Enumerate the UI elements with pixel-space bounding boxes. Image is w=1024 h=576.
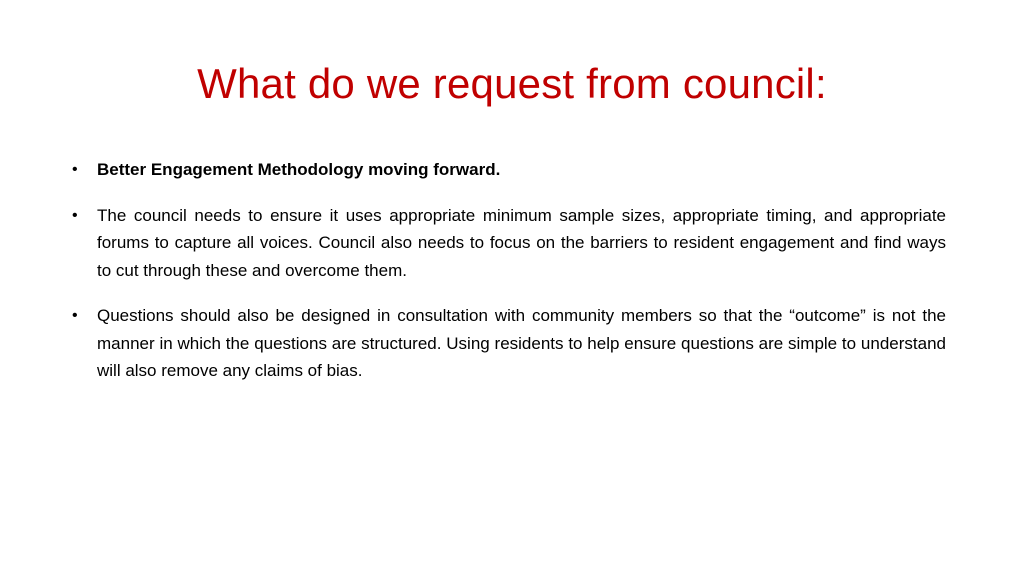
bullet-dot-icon: • bbox=[72, 206, 78, 224]
bullet-dot-icon: • bbox=[72, 307, 78, 324]
bullet-item bbox=[72, 302, 946, 385]
bullet-item bbox=[72, 156, 946, 184]
bullet-list bbox=[72, 156, 946, 403]
bullet-text: The council needs to ensure it uses appropriate minimum sample sizes, appropriate timing, and appropriate forums to capture all voices. Council also needs to focus on the barriers to resident engagement and find ways to cut through these and overcome them. bbox=[97, 205, 946, 280]
bullet-text: Better Engagement Methodology moving forward. bbox=[97, 160, 501, 179]
slide-title: What do we request from council: bbox=[197, 60, 827, 107]
bullet-dot-icon: • bbox=[72, 161, 78, 178]
bullet-item bbox=[72, 202, 946, 285]
bullet-text: Questions should also be designed in consultation with community members so that the “outcome” is not the manner in which the questions are structured. Using residents to help ensure questions are simple to understand will also remove any claims of bias. bbox=[97, 306, 946, 380]
